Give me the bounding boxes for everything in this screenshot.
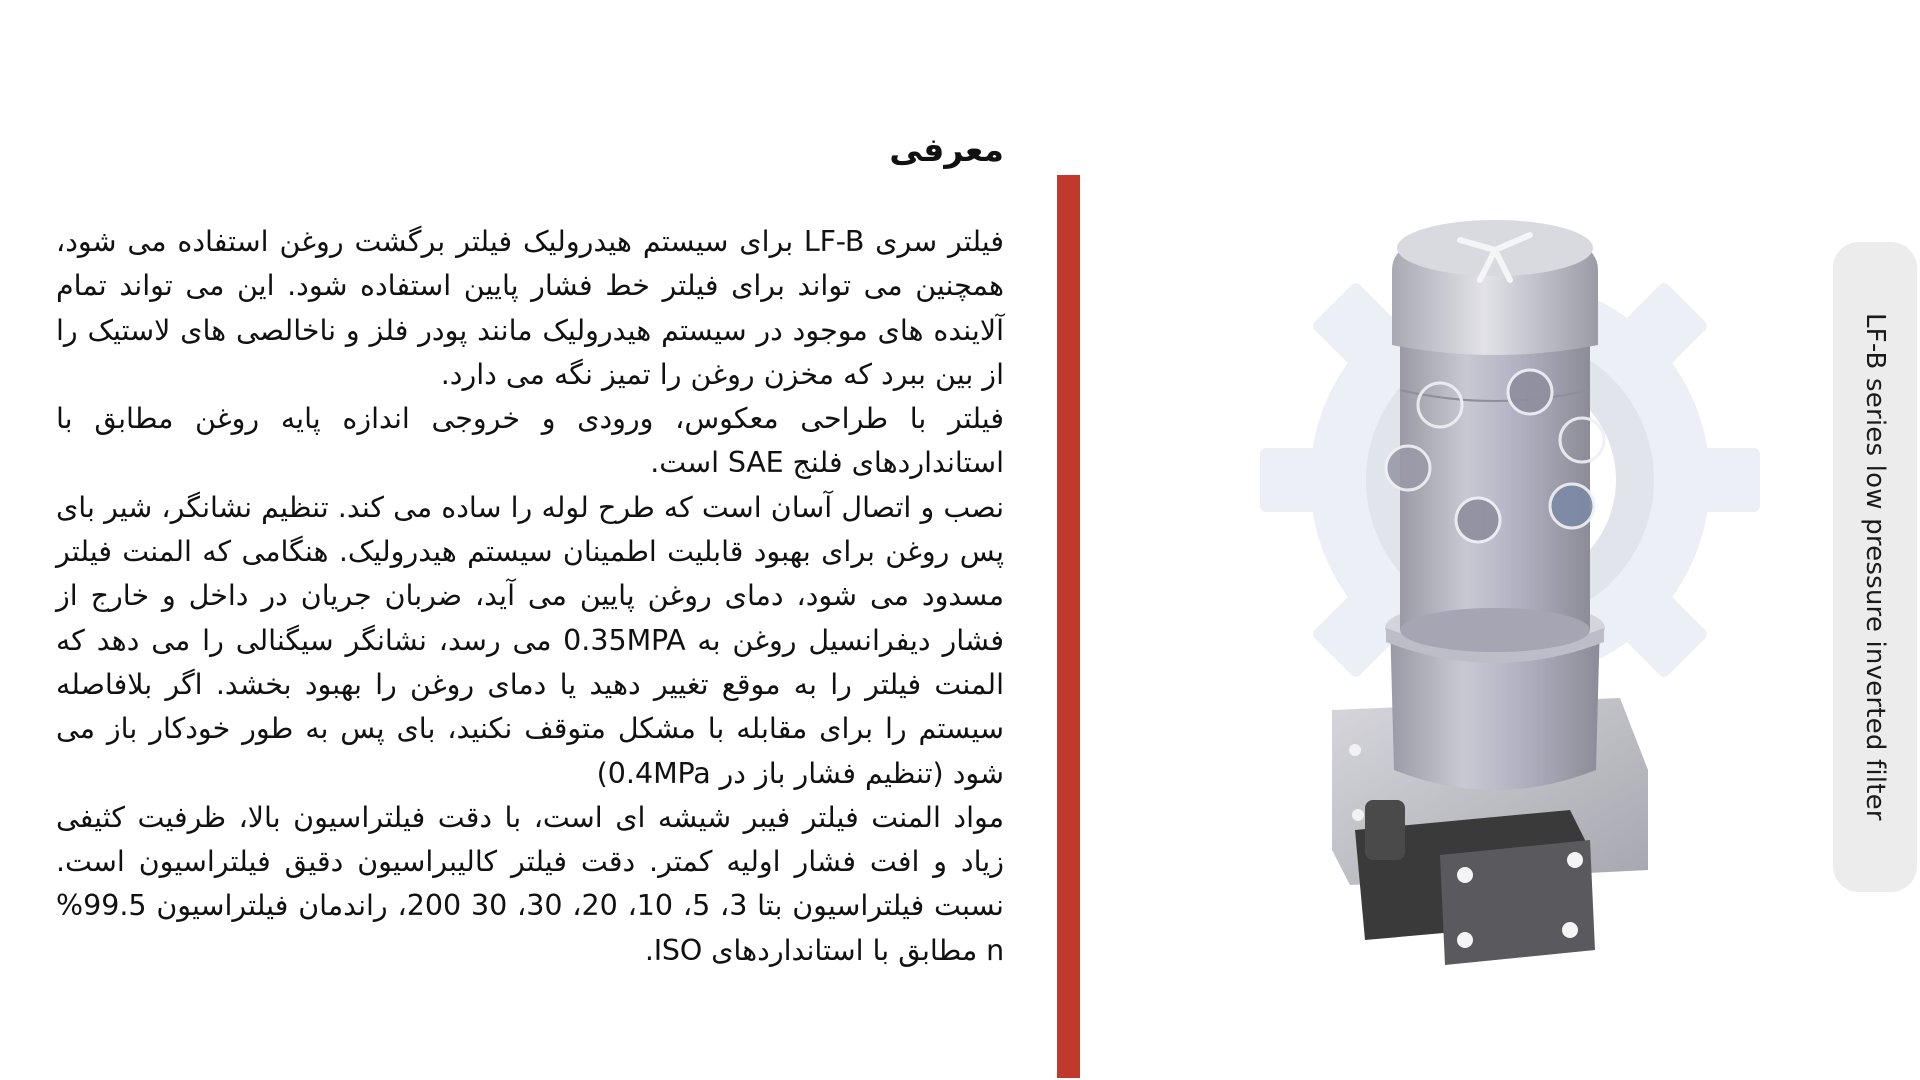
paragraph-design: فیلتر با طراحی معکوس، ورودی و خروجی اندازه پایه روغن مطابق با استانداردهای فلنج SAE است.: [56, 402, 1004, 480]
side-tab-label: LF-B series low pressure inverted filter: [1860, 313, 1890, 821]
accent-divider-bar: [1057, 175, 1080, 1078]
side-tab[interactable]: [1833, 242, 1917, 892]
section-title: معرفی: [889, 130, 1004, 169]
pressure-indicator-block: [1355, 800, 1595, 965]
description-text: [56, 220, 1004, 973]
paragraph-intro: فیلتر سری LF-B برای سیستم هیدرولیک فیلتر برگشت روغن استفاده می شود، همچنین می تواند برای فیلتر خط فشار پایین استفاده شود. این می تواند تمام آلاینده های موجود در سیستم هیدرولیک مانند پودر فلز و ناخالصی های لاستیک را از بین ببرد که مخزن روغن را تمیز نگه می دارد.: [56, 225, 1004, 391]
paragraph-indicator: نصب و اتصال آسان است که طرح لوله را ساده می کند. تنظیم نشانگر، شیر بای پس روغن برای بهبود قابلیت اطمینان سیستم هیدرولیک. هنگامی که المنت فیلتر مسدود می شود، دمای روغن پایین می آید، ضربان جریان در داخل و خارج از فشار دیفرانسیل روغن به 0.35MPA می رسد، نشانگر سیگنالی را می دهد که المنت فیلتر را به موقع تغییر دهید یا دمای روغن را بهبود بخشد. اگر بلافاصله سیستم را برای مقابله با مشکل متوقف نکنید، بای پس به طور خودکار باز می شود (تنظیم فشار باز در 0.4MPa): [56, 490, 1004, 790]
paragraph-material: مواد المنت فیلتر فیبر شیشه ای است، با دقت فیلتراسیون بالا، ظرفیت کثیفی زیاد و افت فشار اولیه کمتر. دقت فیلتر کالیبراسیون دقیق فیلتراسیون است. نسبت فیلتراسیون بتا 3، 5، 10، 20، 30، 30 200، راندمان فیلتراسیون 99.5% n مطابق با استانداردهای ISO.: [56, 800, 1004, 967]
product-image: [1100, 150, 1820, 1050]
